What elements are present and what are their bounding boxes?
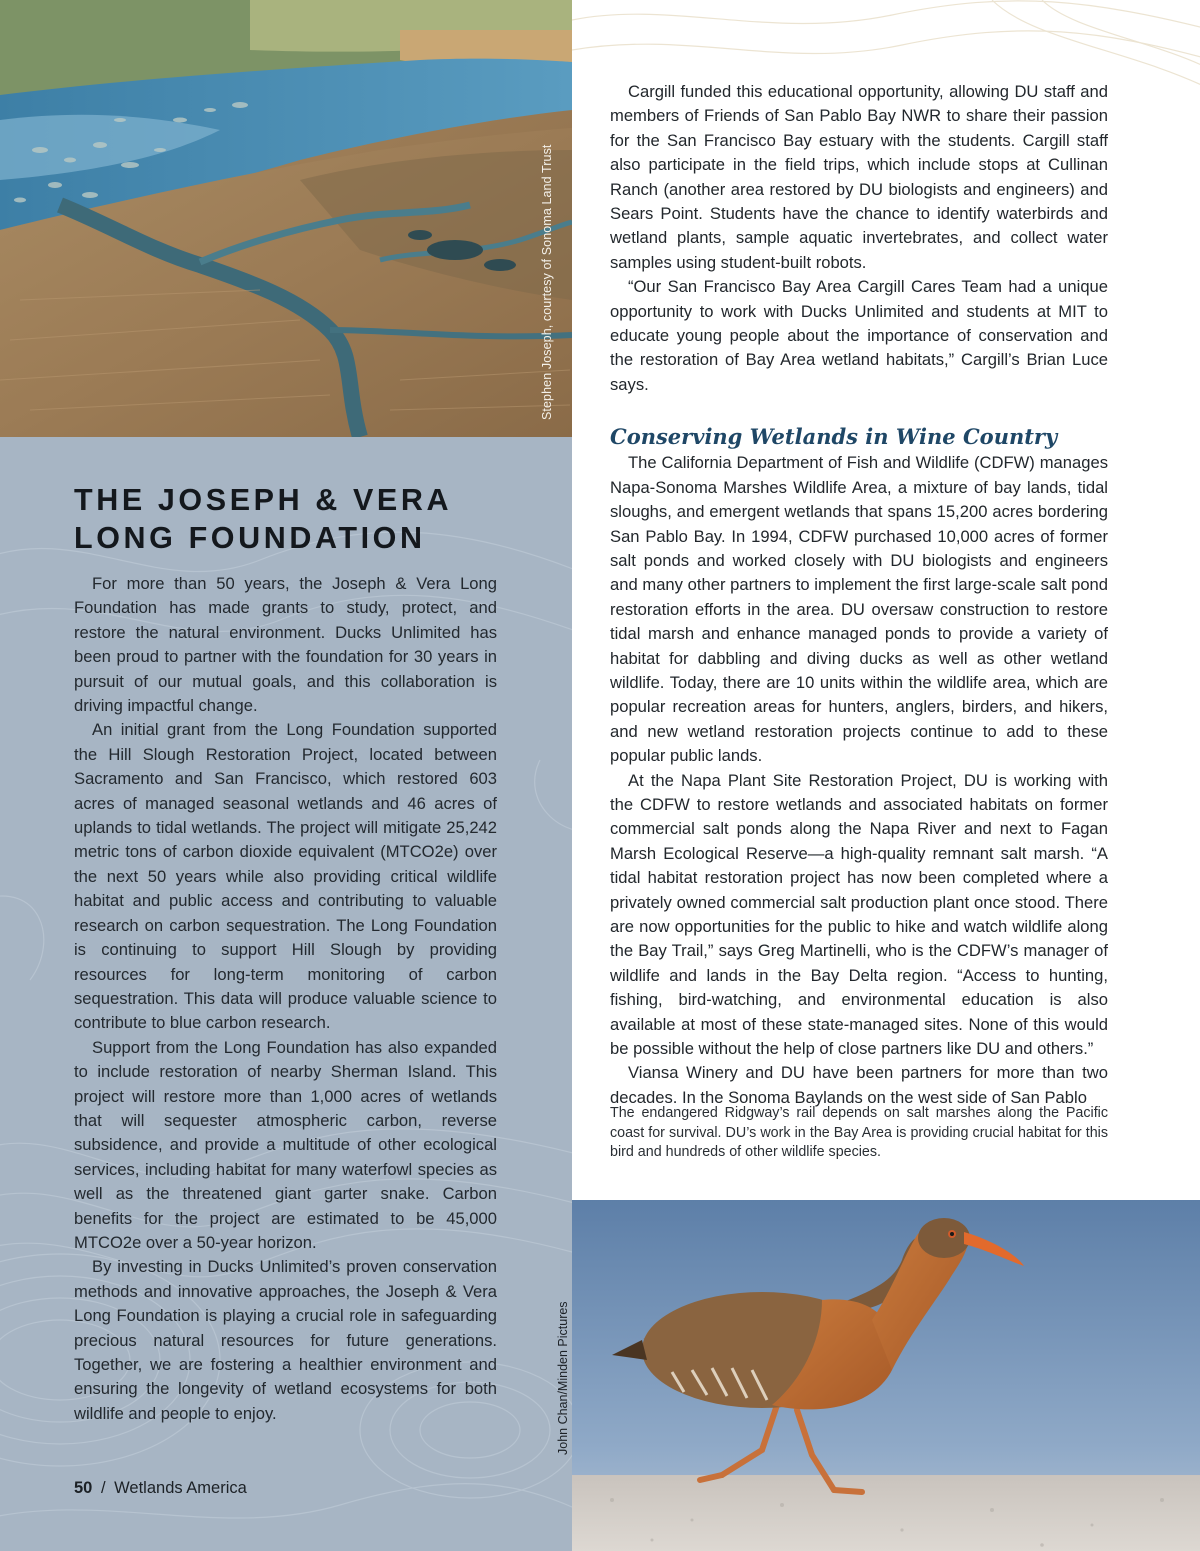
publication-name: Wetlands America: [114, 1479, 247, 1497]
ridgways-rail-photo: [572, 1200, 1200, 1551]
sidebar-heading-line-1: THE JOSEPH & VERA: [74, 483, 453, 517]
article-paragraph: “Our San Francisco Bay Area Cargill Cares Team had a unique opportunity to work with Ducks Unlimited and students at MIT to educate young people about the importance of conservation and the restoration of Bay Area wetland habitats,” Cargill’s Brian Luce says.: [610, 277, 1108, 394]
sidebar-body-text: [74, 572, 497, 1426]
sidebar-paragraph: Support from the Long Foundation has also expanded to include restoration of nearby Sherman Island. This project will restore more than 1,000 acres of wetlands that will sequester atmospheric carbon, reverse subsidence, and provide a multitude of other ecological services, including habitat for many waterfowl species as well as the threatened giant garter snake. Carbon benefits for the project are estimated to be 45,000 MTCO2e over a 50-year horizon.: [74, 1037, 497, 1252]
page-number: 50: [74, 1479, 93, 1497]
sidebar-paragraph: By investing in Ducks Unlimited’s proven conservation methods and innovative approaches, the Joseph & Vera Long Foundation is playing a crucial role in safeguarding precious natural resources for future generations. Together, we are fostering a healthier environment and ensuring the longevity of wetland ecosystems for both wildlife and people to enjoy.: [74, 1257, 497, 1423]
footer-separator: /: [100, 1479, 106, 1497]
article-paragraph: At the Napa Plant Site Restoration Project, DU is working with the CDFW to restore wetlands and associated habitats on former commercial salt ponds along the Napa River and next to Fagan Marsh Ecological Reserve—a high-quality remnant salt marsh. “A tidal habitat restoration project has now been completed where a privately owned commercial salt production plant once stood. There are now opportunities for the public to hike and watch wildlife along the Bay Trail,” says Greg Martinelli, who is the CDFW’s manager of wildlife and lands in the Bay Delta region. “Access to hunting, fishing, bird-watching, and environmental education is also available at most of these state-managed sites. None of this would be possible without the help of close partners like DU and others.”: [610, 770, 1108, 1059]
aerial-photo-credit: Stephen Joseph, courtesy of Sonoma Land Trust: [540, 144, 554, 420]
sidebar-paragraph: An initial grant from the Long Foundation supported the Hill Slough Restoration Project, located between Sacramento and San Francisco, which restored 603 acres of managed seasonal wetlands and 46 acres of uplands to tidal wetlands. The project will mitigate 25,242 metric tons of carbon dioxide equivalent (MTCO2e) over the next 50 years while also providing critical wildlife habitat and public access and contributing to valuable research on carbon sequestration. The Long Foundation is continuing to support Hill Slough by providing resources for long-term monitoring of carbon sequestration. This data will produce valuable science to contribute to blue carbon research.: [74, 720, 497, 1033]
article-paragraph: The California Department of Fish and Wildlife (CDFW) manages Napa-Sonoma Marshes Wildlife Area, a mixture of bay lands, tidal sloughs, and emergent wetlands that spans 15,200 acres bordering San Pablo Bay. In 1994, CDFW purchased 10,000 acres of former salt ponds and worked closely with DU biologists and engineers and many other partners to implement the first large-scale salt pond restoration efforts in the area. DU oversaw construction to restore tidal marsh and enhance managed ponds to provide a variety of habitat for dabbling and diving ducks as well as other wetland wildlife. Today, there are 10 units within the wildlife area, which are popular recreation areas for hunters, anglers, birders, and hikers, and new wetland restoration projects continue to add to these popular public lands.: [610, 453, 1108, 766]
sidebar-panel: [0, 0, 572, 1551]
sidebar-heading-line-2: LONG FOUNDATION: [74, 521, 426, 555]
aerial-wetland-illustration: [0, 0, 572, 437]
bird-photo-credit: John Chan/Minden Pictures: [556, 1301, 570, 1455]
sidebar-heading: [74, 481, 514, 557]
page-footer: [74, 1479, 247, 1498]
article-paragraph: Cargill funded this educational opportunity, allowing DU staff and members of Friends of San Pablo Bay NWR to share their passion for the San Francisco Bay estuary with the students. Cargill staff also participate in the field trips, which include stops at Cullinan Ranch (another area restored by DU biologists and engineers) and Sears Point. Students have the chance to identify waterbirds and wetland plants, sample aquatic invertebrates, and collect water samples using student-built robots.: [610, 82, 1108, 272]
bird-photo-caption: The endangered Ridgway’s rail depends on salt marshes along the Pacific coast for survival. DU’s work in the Bay Area is providing crucial habitat for this bird and hundreds of other wildlife species.: [610, 1105, 1108, 1160]
ridgways-rail-illustration: [572, 1200, 1200, 1551]
main-article-text: [610, 80, 1108, 1110]
sidebar-paragraph: For more than 50 years, the Joseph & Vera Long Foundation has made grants to study, protect, and restore the natural environment. Ducks Unlimited has been proud to partner with the foundation for 30 years in pursuit of our mutual goals, and this collaboration is driving impactful change.: [74, 574, 497, 716]
section-heading: Conserving Wetlands in Wine Country: [610, 424, 1058, 450]
aerial-wetland-photo: [0, 0, 572, 437]
article-paragraph: Viansa Winery and DU have been partners for more than two decades. In the Sonoma Baylands on the west side of San Pablo: [610, 1063, 1108, 1107]
